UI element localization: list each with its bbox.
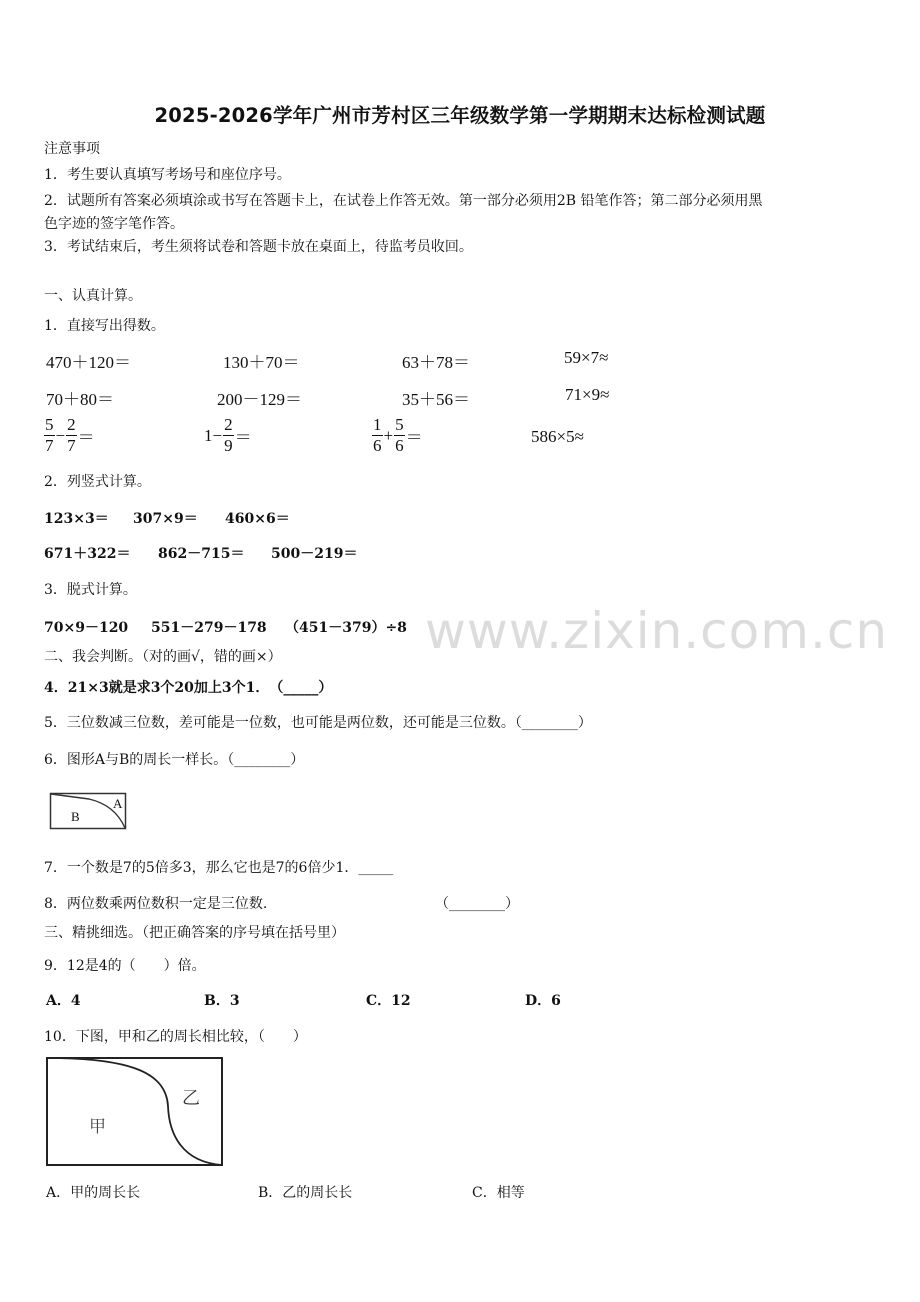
oral-calc-3-4: 586×5≈ bbox=[531, 427, 584, 446]
q3-label: 3．脱式计算。 bbox=[44, 582, 137, 598]
vertical-calc-5: 862－715＝ bbox=[158, 546, 245, 562]
question-9: 9．12是4的（ ）倍。 bbox=[44, 958, 206, 974]
figure-label-b: B bbox=[71, 809, 80, 824]
vertical-calc-4: 671＋322＝ bbox=[44, 546, 131, 562]
q9-option-a: A．4 bbox=[46, 993, 81, 1009]
question-10: 10．下图，甲和乙的周长相比较，（ ） bbox=[44, 1029, 307, 1045]
watermark: www.zixin.com.cn bbox=[425, 602, 889, 660]
q2-label: 2．列竖式计算。 bbox=[44, 474, 151, 490]
q9-option-d: D．6 bbox=[525, 993, 561, 1009]
vertical-calc-6: 500－219＝ bbox=[271, 546, 358, 562]
question-6: 6．图形A与B的周长一样长。（________） bbox=[44, 752, 305, 768]
section2-heading: 二、我会判断。（对的画√，错的画×） bbox=[44, 649, 282, 665]
q9-option-b: B．3 bbox=[204, 993, 240, 1009]
vertical-calc-3: 460×6＝ bbox=[225, 511, 290, 527]
figure-a-b bbox=[49, 792, 127, 830]
q10-option-a: A．甲的周长长 bbox=[46, 1185, 141, 1201]
notice-item-2-cont: 色字迹的签字笔作答。 bbox=[44, 216, 184, 232]
question-8: 8．两位数乘两位数积一定是三位数. bbox=[44, 896, 268, 912]
figure-label-yi: 乙 bbox=[182, 1088, 200, 1109]
fraction-calc-3: $\frac{1}{6}$ + $\frac{5}{6}$ ＝ bbox=[373, 415, 423, 455]
vertical-calc-2: 307×9＝ bbox=[133, 511, 198, 527]
oral-calc-1-2: 130＋70＝ bbox=[223, 353, 300, 372]
notice-item-2: 2．试题所有答案必须填涂或书写在答题卡上，在试卷上作答无效。第一部分必须用2B 铅笔作答；第二部分必须用黑 bbox=[44, 193, 763, 209]
step-calc-1: 70×9－120 bbox=[44, 620, 129, 636]
step-calc-2: 551－279－178 bbox=[151, 620, 267, 636]
notice-heading: 注意事项 bbox=[44, 141, 100, 157]
q10-option-c: C．相等 bbox=[472, 1185, 525, 1201]
vertical-calc-1: 123×3＝ bbox=[44, 511, 109, 527]
oral-calc-2-4: 71×9≈ bbox=[565, 385, 610, 404]
notice-item-3: 3．考试结束后，考生须将试卷和答题卡放在桌面上，待监考员收回。 bbox=[44, 239, 473, 255]
question-8-answer-paren: （________） bbox=[435, 896, 519, 912]
q1-label: 1．直接写出得数。 bbox=[44, 318, 165, 334]
oral-calc-1-3: 63＋78＝ bbox=[402, 353, 470, 372]
oral-calc-2-2: 200－129＝ bbox=[217, 390, 302, 409]
step-calc-3: （451－379）÷8 bbox=[285, 620, 407, 636]
figure-jia-yi bbox=[44, 1054, 234, 1172]
notice-item-1: 1．考生要认真填写考场号和座位序号。 bbox=[44, 167, 291, 183]
section1-heading: 一、认真计算。 bbox=[44, 288, 142, 304]
oral-calc-2-1: 70＋80＝ bbox=[46, 390, 114, 409]
section3-heading: 三、精挑细选。（把正确答案的序号填在括号里） bbox=[44, 925, 345, 941]
q9-option-c: C．12 bbox=[366, 993, 411, 1009]
fraction-calc-1: $\frac{5}{7}$ − $\frac{2}{7}$ ＝ bbox=[45, 415, 95, 455]
oral-calc-1-4: 59×7≈ bbox=[564, 348, 609, 367]
question-4: 4．21×3就是求3个20加上3个1． （_____） bbox=[44, 680, 333, 696]
question-7: 7．一个数是7的5倍多3，那么它也是7的6倍少1．_____ bbox=[44, 860, 394, 876]
q10-option-b: B．乙的周长长 bbox=[258, 1185, 353, 1201]
question-5: 5．三位数减三位数，差可能是一位数，也可能是两位数，还可能是三位数。（________） bbox=[44, 715, 592, 731]
fraction-calc-2: 1− $\frac{2}{9}$ ＝ bbox=[204, 415, 252, 455]
oral-calc-2-3: 35＋56＝ bbox=[402, 390, 470, 409]
page-title: 2025-2026学年广州市芳村区三年级数学第一学期期末达标检测试题 bbox=[154, 104, 766, 127]
figure-label-a: A bbox=[113, 796, 123, 811]
figure-label-jia: 甲 bbox=[89, 1117, 106, 1137]
oral-calc-1-1: 470＋120＝ bbox=[46, 353, 131, 372]
